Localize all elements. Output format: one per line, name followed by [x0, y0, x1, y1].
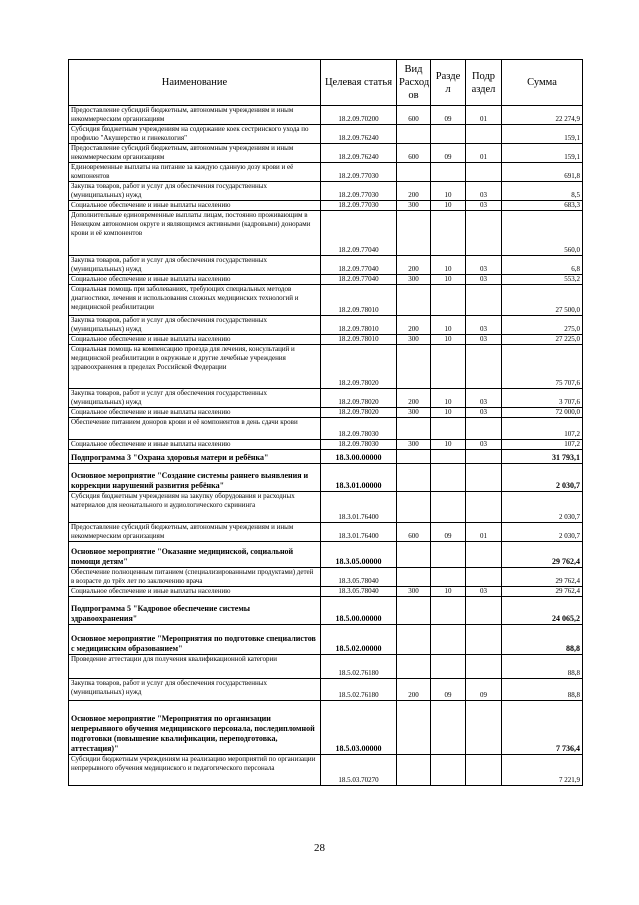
table-row — [69, 597, 583, 625]
row-name: Основное мероприятие "Создание системы раннего выявления и коррекции нарушений развития ребёнка" — [69, 464, 321, 492]
row-name: Подпрограмма 3 "Охрана здоровья матери и ребёнка" — [69, 450, 321, 464]
row-section: 09 — [431, 523, 466, 542]
row-sum: 88,8 — [502, 679, 583, 701]
row-expense-type: 600 — [397, 144, 431, 163]
row-section: 09 — [431, 144, 466, 163]
table-header-row — [69, 60, 583, 106]
row-subsection: 03 — [466, 335, 502, 345]
table-row — [69, 542, 583, 568]
header-sum: Сумма — [502, 60, 583, 106]
row-name: Основное мероприятие "Оказание медицинской, социальной помощи детям" — [69, 542, 321, 568]
row-expense-type — [397, 625, 431, 655]
table-row — [69, 625, 583, 655]
row-sum: 29 762,4 — [502, 568, 583, 587]
row-subsection — [466, 125, 502, 144]
row-sum: 27 500,0 — [502, 285, 583, 316]
row-section — [431, 418, 466, 440]
row-section — [431, 492, 466, 523]
row-section — [431, 568, 466, 587]
row-section — [431, 755, 466, 786]
row-target-code: 18.2.09.77030 — [321, 182, 397, 201]
table-row — [69, 163, 583, 182]
row-expense-type — [397, 211, 431, 256]
row-expense-type — [397, 450, 431, 464]
row-expense-type: 600 — [397, 106, 431, 125]
row-section — [431, 655, 466, 679]
row-name: Предоставление субсидий бюджетным, автономным учреждениям и иным некоммерческим организациям — [69, 523, 321, 542]
row-sum: 31 793,1 — [502, 450, 583, 464]
row-sum: 8,5 — [502, 182, 583, 201]
row-expense-type: 600 — [397, 523, 431, 542]
row-subsection: 03 — [466, 408, 502, 418]
row-sum: 72 000,0 — [502, 408, 583, 418]
row-name: Основное мероприятие "Мероприятия по организации непрерывного обучения медицинского персонала, последипломной подготовки (повышение квалификации, переподготовка, аттестация)" — [69, 701, 321, 755]
table-row — [69, 345, 583, 389]
row-name: Закупка товаров, работ и услуг для обеспечения государственных (муниципальных) нужд — [69, 679, 321, 701]
row-expense-type: 200 — [397, 316, 431, 335]
row-section — [431, 625, 466, 655]
row-subsection: 03 — [466, 256, 502, 275]
row-target-code: 18.2.09.78020 — [321, 345, 397, 389]
row-target-code: 18.2.09.78030 — [321, 440, 397, 450]
row-section — [431, 345, 466, 389]
row-name: Закупка товаров, работ и услуг для обеспечения государственных (муниципальных) нужд — [69, 389, 321, 408]
row-section: 09 — [431, 106, 466, 125]
row-sum: 553,2 — [502, 275, 583, 285]
table-row — [69, 125, 583, 144]
row-expense-type — [397, 755, 431, 786]
row-target-code: 18.2.09.76240 — [321, 125, 397, 144]
row-target-code: 18.5.03.00000 — [321, 701, 397, 755]
table-row — [69, 389, 583, 408]
row-expense-type — [397, 701, 431, 755]
row-subsection — [466, 418, 502, 440]
row-section: 10 — [431, 275, 466, 285]
row-expense-type — [397, 163, 431, 182]
row-subsection — [466, 345, 502, 389]
row-section — [431, 450, 466, 464]
row-expense-type — [397, 492, 431, 523]
row-subsection — [466, 701, 502, 755]
header-name: Наименование — [69, 60, 321, 106]
table-row — [69, 568, 583, 587]
row-section: 10 — [431, 182, 466, 201]
row-target-code: 18.3.00.00000 — [321, 450, 397, 464]
row-subsection — [466, 542, 502, 568]
row-target-code: 18.2.09.77040 — [321, 256, 397, 275]
header-subsection: Подр аздел — [466, 60, 502, 106]
table-row — [69, 316, 583, 335]
row-name: Социальное обеспечение и иные выплаты населению — [69, 335, 321, 345]
row-sum: 560,0 — [502, 211, 583, 256]
row-section: 10 — [431, 389, 466, 408]
row-target-code: 18.2.09.78010 — [321, 335, 397, 345]
row-sum: 2 030,7 — [502, 523, 583, 542]
header-expense-type: Вид Расход ов — [397, 60, 431, 106]
table-row — [69, 679, 583, 701]
row-expense-type: 200 — [397, 182, 431, 201]
row-target-code: 18.5.02.00000 — [321, 625, 397, 655]
row-sum: 75 707,6 — [502, 345, 583, 389]
row-name: Закупка товаров, работ и услуг для обеспечения государственных (муниципальных) нужд — [69, 316, 321, 335]
row-name: Дополнительные единовременные выплаты лицам, постоянно проживающим в Ненецком автономном округе и являющимся активными (кадровыми) донорами крови и её компонентов — [69, 211, 321, 256]
row-target-code: 18.3.05.00000 — [321, 542, 397, 568]
row-subsection — [466, 568, 502, 587]
row-target-code: 18.3.01.76400 — [321, 492, 397, 523]
table-row — [69, 523, 583, 542]
row-target-code: 18.5.03.70270 — [321, 755, 397, 786]
row-name: Субсидия бюджетным учреждениям на закупку оборудования и расходных материалов для неонатального и аудиологического скрининга — [69, 492, 321, 523]
budget-table — [68, 59, 583, 786]
row-sum: 691,8 — [502, 163, 583, 182]
row-section — [431, 285, 466, 316]
row-target-code: 18.2.09.78020 — [321, 389, 397, 408]
row-name: Предоставление субсидий бюджетным, автономным учреждениям и иным некоммерческим организациям — [69, 144, 321, 163]
row-name: Проведение аттестации для получения квалификационной категории — [69, 655, 321, 679]
row-expense-type: 300 — [397, 335, 431, 345]
row-name: Закупка товаров, работ и услуг для обеспечения государственных (муниципальных) нужд — [69, 256, 321, 275]
row-expense-type: 200 — [397, 389, 431, 408]
row-section — [431, 464, 466, 492]
row-sum: 107,2 — [502, 440, 583, 450]
row-subsection — [466, 285, 502, 316]
table-row — [69, 201, 583, 211]
row-expense-type — [397, 568, 431, 587]
table-row — [69, 755, 583, 786]
table-row — [69, 182, 583, 201]
row-section: 10 — [431, 256, 466, 275]
row-target-code: 18.3.05.78040 — [321, 568, 397, 587]
row-name: Закупка товаров, работ и услуг для обеспечения государственных (муниципальных) нужд — [69, 182, 321, 201]
row-expense-type — [397, 125, 431, 144]
row-subsection: 03 — [466, 182, 502, 201]
row-sum: 7 736,4 — [502, 701, 583, 755]
table-row — [69, 418, 583, 440]
row-target-code: 18.2.09.77040 — [321, 275, 397, 285]
row-sum: 88,8 — [502, 625, 583, 655]
row-subsection: 09 — [466, 679, 502, 701]
row-section: 10 — [431, 316, 466, 335]
row-sum: 7 221,9 — [502, 755, 583, 786]
row-sum: 275,0 — [502, 316, 583, 335]
row-section — [431, 211, 466, 256]
row-target-code: 18.2.09.78020 — [321, 408, 397, 418]
row-expense-type — [397, 655, 431, 679]
row-target-code: 18.5.02.76180 — [321, 655, 397, 679]
row-name: Социальное обеспечение и иные выплаты населению — [69, 275, 321, 285]
row-subsection — [466, 625, 502, 655]
row-subsection: 03 — [466, 201, 502, 211]
row-target-code: 18.2.09.77030 — [321, 163, 397, 182]
row-target-code: 18.2.09.78030 — [321, 418, 397, 440]
row-sum: 107,2 — [502, 418, 583, 440]
row-section: 10 — [431, 440, 466, 450]
table-row — [69, 464, 583, 492]
row-target-code: 18.5.00.00000 — [321, 597, 397, 625]
row-subsection: 03 — [466, 316, 502, 335]
row-sum: 29 762,4 — [502, 542, 583, 568]
row-name: Социальная помощь при заболеваниях, требующих специальных методов диагностики, лечения и использования сложных медицинских технологий и медицинской реабилитации — [69, 285, 321, 316]
header-section: Разде л — [431, 60, 466, 106]
table-row — [69, 335, 583, 345]
row-target-code: 18.2.09.78010 — [321, 285, 397, 316]
row-sum: 2 030,7 — [502, 464, 583, 492]
table-row — [69, 701, 583, 755]
row-subsection: 03 — [466, 587, 502, 597]
row-expense-type: 200 — [397, 679, 431, 701]
row-target-code: 18.2.09.76240 — [321, 144, 397, 163]
row-name: Предоставление субсидий бюджетным, автономным учреждениям и иным некоммерческим организациям — [69, 106, 321, 125]
row-expense-type: 200 — [397, 256, 431, 275]
row-sum: 22 274,9 — [502, 106, 583, 125]
row-expense-type: 300 — [397, 201, 431, 211]
table-row — [69, 144, 583, 163]
row-section: 10 — [431, 408, 466, 418]
row-expense-type — [397, 464, 431, 492]
row-section: 09 — [431, 679, 466, 701]
row-name: Субсидия бюджетным учреждениям на содержание коек сестринского ухода по профилю "Акушерство и гинекология" — [69, 125, 321, 144]
row-expense-type — [397, 597, 431, 625]
row-subsection: 01 — [466, 144, 502, 163]
row-section — [431, 542, 466, 568]
row-section: 10 — [431, 201, 466, 211]
table-row — [69, 450, 583, 464]
row-name: Основное мероприятие "Мероприятия по подготовке специалистов с медицинским образованием" — [69, 625, 321, 655]
header-code: Целевая статья — [321, 60, 397, 106]
row-sum: 159,1 — [502, 125, 583, 144]
row-expense-type — [397, 285, 431, 316]
row-subsection — [466, 464, 502, 492]
row-sum: 88,8 — [502, 655, 583, 679]
row-section — [431, 597, 466, 625]
row-subsection — [466, 597, 502, 625]
row-target-code: 18.2.09.70200 — [321, 106, 397, 125]
row-expense-type — [397, 345, 431, 389]
row-name: Социальное обеспечение и иные выплаты населению — [69, 440, 321, 450]
row-subsection — [466, 755, 502, 786]
row-name: Единовременные выплаты на питание за каждую сданную дозу крови и её компонентов — [69, 163, 321, 182]
row-target-code: 18.5.02.76180 — [321, 679, 397, 701]
row-sum: 2 030,7 — [502, 492, 583, 523]
table-row — [69, 440, 583, 450]
row-target-code: 18.2.09.78010 — [321, 316, 397, 335]
row-target-code: 18.3.01.76400 — [321, 523, 397, 542]
table-row — [69, 285, 583, 316]
row-name: Социальная помощь на компенсацию проезда для лечения, консультаций и медицинской реабилитации в окружные и другие лечебные учреждения здравоохранения в пределах Российской Федерации — [69, 345, 321, 389]
row-sum: 27 225,0 — [502, 335, 583, 345]
row-section — [431, 125, 466, 144]
row-expense-type: 300 — [397, 440, 431, 450]
row-name: Подпрограмма 5 "Кадровое обеспечение системы здравоохранения" — [69, 597, 321, 625]
row-subsection: 01 — [466, 523, 502, 542]
row-sum: 683,3 — [502, 201, 583, 211]
row-target-code: 18.2.09.77040 — [321, 211, 397, 256]
row-name: Субсидии бюджетным учреждениям на реализацию мероприятий по организации непрерывного обучения медицинского и педагогического персонала — [69, 755, 321, 786]
row-subsection — [466, 211, 502, 256]
row-expense-type: 300 — [397, 408, 431, 418]
table-row — [69, 275, 583, 285]
row-expense-type — [397, 418, 431, 440]
row-subsection: 03 — [466, 389, 502, 408]
row-name: Обеспечение питанием доноров крови и её компонентов в день сдачи крови — [69, 418, 321, 440]
row-subsection: 01 — [466, 106, 502, 125]
table-row — [69, 211, 583, 256]
row-name: Социальное обеспечение и иные выплаты населению — [69, 408, 321, 418]
row-sum: 159,1 — [502, 144, 583, 163]
row-subsection — [466, 492, 502, 523]
row-subsection: 03 — [466, 275, 502, 285]
row-name: Обеспечение полноценным питанием (специализированными продуктами) детей в возрасте до трёх лет по заключению врача — [69, 568, 321, 587]
row-sum: 24 065,2 — [502, 597, 583, 625]
row-subsection — [466, 450, 502, 464]
table-row — [69, 408, 583, 418]
row-sum: 6,8 — [502, 256, 583, 275]
row-target-code: 18.3.05.78040 — [321, 587, 397, 597]
row-section — [431, 163, 466, 182]
page-number: 28 — [314, 842, 325, 854]
table-row — [69, 106, 583, 125]
row-subsection: 03 — [466, 440, 502, 450]
row-section — [431, 701, 466, 755]
row-name: Социальное обеспечение и иные выплаты населению — [69, 587, 321, 597]
table-row — [69, 587, 583, 597]
table-body — [69, 106, 583, 786]
row-target-code: 18.2.09.77030 — [321, 201, 397, 211]
table-row — [69, 655, 583, 679]
row-expense-type: 300 — [397, 587, 431, 597]
row-subsection — [466, 655, 502, 679]
row-expense-type: 300 — [397, 275, 431, 285]
row-target-code: 18.3.01.00000 — [321, 464, 397, 492]
row-section: 10 — [431, 587, 466, 597]
row-expense-type — [397, 542, 431, 568]
table-row — [69, 492, 583, 523]
table-row — [69, 256, 583, 275]
row-section: 10 — [431, 335, 466, 345]
row-name: Социальное обеспечение и иные выплаты населению — [69, 201, 321, 211]
row-sum: 3 707,6 — [502, 389, 583, 408]
row-subsection — [466, 163, 502, 182]
row-sum: 29 762,4 — [502, 587, 583, 597]
